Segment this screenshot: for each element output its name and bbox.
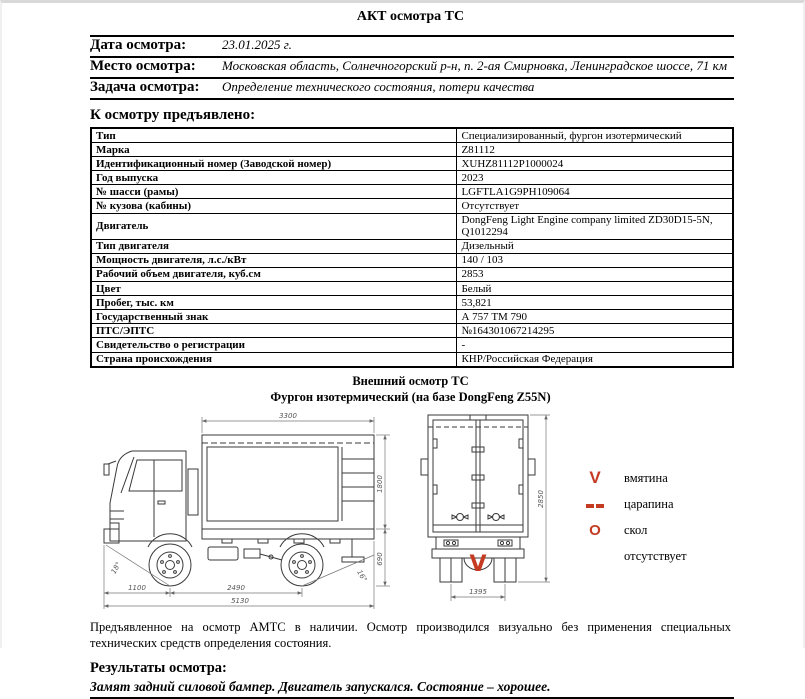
legend-label: скол [624,522,648,537]
legend-item-absent [582,543,687,569]
field-label: № кузова (кабины) [91,199,457,213]
field-label: Государственный знак [91,310,457,324]
table-row [91,324,733,338]
table-row [91,352,733,367]
dim-departure-angle: 16° [355,568,369,584]
dim-box-height: 1800 [376,475,384,494]
field-label: Рабочий объем двигателя, куб.см [91,267,457,281]
field-label: Марка [91,143,457,157]
table-row [91,128,733,143]
scratch-symbol [582,497,608,512]
field-label: Идентификационный номер (Заводской номер) [91,157,457,171]
field-value: 140 / 103 [457,253,733,267]
field-value: КНР/Российская Федерация [457,352,733,367]
dim-wheelbase: 2490 [227,584,245,593]
field-value: Z81112 [457,143,733,157]
field-label: Двигатель [91,213,457,239]
truck-rear-view-drawing [408,407,568,613]
field-label: Год выпуска [91,171,457,185]
vehicle-drawings [90,407,731,613]
table-row [91,143,733,157]
table-row [91,267,733,281]
results-text: Замят задний силовой бампер. Двигатель запускался. Состояние – хорошее. [90,679,734,699]
exterior-heading-line1: Внешний осмотр ТС [352,373,469,388]
results-heading: Результаты осмотра: [90,659,227,676]
table-row [91,171,733,185]
meta-value: Московская область, Солнечногорский р-н, п. 2-ая Смирновка, Ленинградское шоссе, 71 км [222,58,728,73]
legend-label: отсутствует [624,548,687,563]
table-row [91,296,733,310]
field-value: Белый [457,282,733,296]
table-row [91,199,733,213]
meta-value: 23.01.2025 г. [222,37,292,52]
dent-symbol: V [589,468,601,488]
chip-symbol: O [589,521,601,539]
field-label: Пробег, тыс. км [91,296,457,310]
field-value: 2023 [457,171,733,185]
table-row [91,157,733,171]
field-value: 53,821 [457,296,733,310]
meta-value: Определение технического состояния, потери качества [222,79,535,94]
legend-label: вмятина [624,470,668,485]
legend-item-dent [582,465,687,491]
table-row [91,239,733,253]
exterior-heading-line2: Фургон изотермический (на базе DongFeng Z55N) [270,389,551,404]
dim-length-box: 3300 [279,412,297,421]
dim-front-overhang: 1100 [128,584,146,593]
inspection-note: Предъявленное на осмотр АМТС в наличии. Осмотр производился визуально без применения специальных технических средств определения состояния. [90,620,731,651]
legend-label: царапина [624,496,674,511]
vehicle-spec-table [90,127,734,368]
meta-row-date [90,37,734,58]
exterior-inspection-heading [90,373,731,406]
table-row [91,282,733,296]
field-value: 2853 [457,267,733,281]
truck-side-view-drawing [90,407,400,613]
inspection-meta [90,35,734,100]
dent-defect-mark: V [469,552,487,578]
defect-legend [582,465,687,569]
meta-label: Дата осмотра: [90,37,187,53]
legend-item-chip [582,517,687,543]
presented-heading: К осмотру предъявлено: [90,107,256,123]
dim-frame-height: 690 [376,552,384,566]
field-value: А 757 ТМ 790 [457,310,733,324]
field-label: Страна происхождения [91,352,457,367]
field-label: ПТС/ЭПТС [91,324,457,338]
field-value: - [457,338,733,352]
field-label: Тип [91,128,457,143]
meta-label: Место осмотра: [90,58,196,74]
field-value: Отсутствует [457,199,733,213]
field-value: XUHZ81112P1000024 [457,157,733,171]
meta-row-place [90,58,734,79]
field-value: LGFTLA1G9PH109064 [457,185,733,199]
dim-total-height: 2850 [537,490,545,509]
field-label: Свидетельство о регистрации [91,338,457,352]
table-row [91,213,733,239]
field-value: Дизельный [457,239,733,253]
meta-row-task [90,79,734,100]
dim-track-width: 1395 [469,588,487,597]
field-label: Цвет [91,282,457,296]
dim-total-length: 5130 [231,597,249,606]
field-value: DongFeng Light Engine company limited ZD30D15-5N, Q1012294 [457,213,733,239]
dim-approach-angle: 18° [109,560,123,576]
field-label: № шасси (рамы) [91,185,457,199]
table-row [91,185,733,199]
field-value: №164301067214295 [457,324,733,338]
field-label: Тип двигателя [91,239,457,253]
field-label: Мощность двигателя, л.с./кВт [91,253,457,267]
table-row [91,338,733,352]
legend-item-scratch [582,491,687,517]
table-row [91,253,733,267]
field-value: Специализированный, фургон изотермический [457,128,733,143]
table-row [91,310,733,324]
meta-label: Задача осмотра: [90,79,200,95]
document-title: АКТ осмотра ТС [356,9,465,24]
